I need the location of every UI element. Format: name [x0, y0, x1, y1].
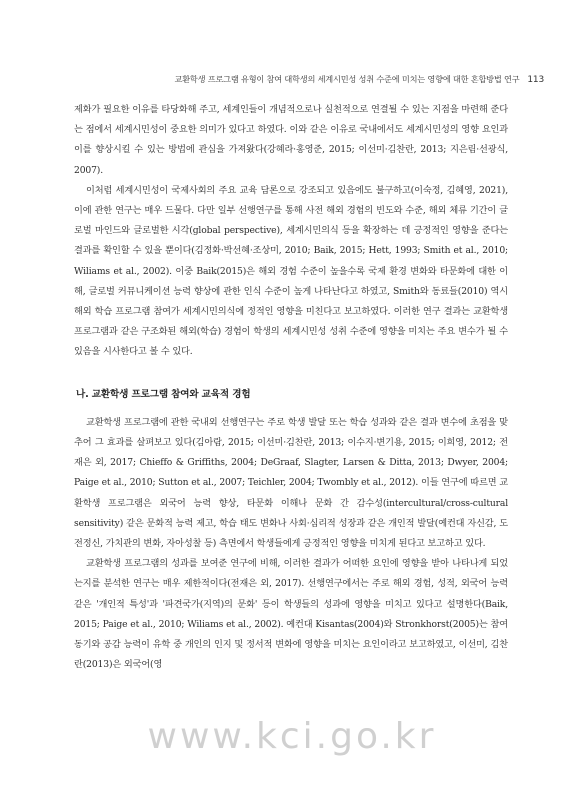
body-paragraph: 이처럼 세계시민성이 국제사회의 주요 교육 담론으로 강조되고 있음에도 불구하고(이숙정, 김혜영, 2021), 이에 관한 연구는 매우 드물다. 다만 일부 선행연구를 통해 사전 해외 경험의 빈도와 수준, 해외 체류 기간이 글로벌 마인드와 글로벌한 시각(global perspective), 세계시민의식 등을 확장하는 데 긍정적인 영향을 준다는 결과를 확인할 수 있을 뿐이다(김정화·박선혜·조상미, 2010; Baik, 2015; Hett, 1993; Smith et al., 2010; Wiliams et al., 2002). 이중 Baik(2015)은 해외 경험 수준이 높을수록 국제 환경 변화와 타문화에 대한 이해, 글로벌 커뮤니케이션 능력 향상에 관한 인식 수준이 높게 나타난다고 하였고, Smith와 동료들(2010) 역시 해외 학습 프로그램 참여가 세계시민의식에 정적인 영향을 미친다고 보고하였다. 이러한 연구 결과는 교환학생 프로그램과 같은 구조화된 해외(학습) 경험이 학생의 세계시민성 성취 수준에 영향을 미치는 주요 변수가 될 수 있음을 시사한다고 볼 수 있다. — [74, 184, 508, 358]
running-title: 교환학생 프로그램 유형이 참여 대학생의 세계시민성 성취 수준에 미치는 영향에 대한 혼합방법 연구 — [174, 74, 520, 84]
body-paragraph: 교환학생 프로그램에 관한 국내외 선행연구는 주로 학생 발달 또는 학습 성과와 같은 결과 변수에 초점을 맞추어 그 효과를 살펴보고 있다(김아람, 2015; 이선미·김찬란, 2013; 이수지·변기용, 2015; 이희영, 2012; 전재은 외, 2017; Chieffo & Griffiths, 2004; DeGraaf, Slagter, Larsen & Ditta, 2013; Dwyer, 2004; Paige et al., 2010; Sutton et al., 2007; Teichler, 2004; Twombly et al., 2012). 이들 연구에 따르면 교환학생 프로그램은 외국어 능력 향상, 타문화 이해나 문화 간 감수성(intercultural/cross-cultural sensitivity) 같은 문화적 능력 제고, 학습 태도 변화나 사회·심리적 성장과 같은 개인적 발달(예컨대 자신감, 도전정신, 가치관의 변화, 자아성찰 등) 측면에서 학생들에게 긍정적인 영향을 미치게 된다고 보고하고 있다. — [74, 416, 508, 550]
body-paragraph: 교환학생 프로그램의 성과를 보여준 연구에 비해, 이러한 결과가 어떠한 요인에 영향을 받아 나타나게 되었는지를 분석한 연구는 매우 제한적이다(전재은 외, 2017). 선행연구에서는 주로 해외 경험, 성적, 외국어 능력 같은 '개인적 특성'과 '파견국가(지역)의 문화' 등이 학생들의 성과에 영향을 미치고 있다고 설명한다(Baik, 2015; Paige et al., 2010; Wiliams et al., 2002). 예컨대 Kisantas(2004)와 Stronkhorst(2005)는 참여동기와 공감 능력이 유학 중 개인의 인지 및 정서적 변화에 영향을 미치는 요인이라고 보고하였고, 이선미, 김찬란(2013)은 외국어(영 — [74, 558, 508, 671]
running-header — [40, 74, 544, 85]
article-body — [74, 100, 508, 675]
watermark: www.kci.go.kr — [147, 716, 437, 757]
section-heading: 나. 교환학생 프로그램 참여와 교육적 경험 — [76, 388, 251, 400]
page-number: 113 — [527, 75, 544, 85]
body-paragraph: 제화가 필요한 이유를 타당화해 주고, 세계인들이 개념적으로나 실천적으로 연결될 수 있는 지점을 마련해 준다는 점에서 세계시민성이 중요한 의미가 있다고 하였다. 이와 같은 이유로 국내에서도 세계시민성의 영향 요인과 이를 향상시킬 수 있는 방법에 관심을 가져왔다(강혜라·홍영준, 2015; 이선미·김찬란, 2013; 지은림·선광식, 2007). — [74, 104, 508, 176]
